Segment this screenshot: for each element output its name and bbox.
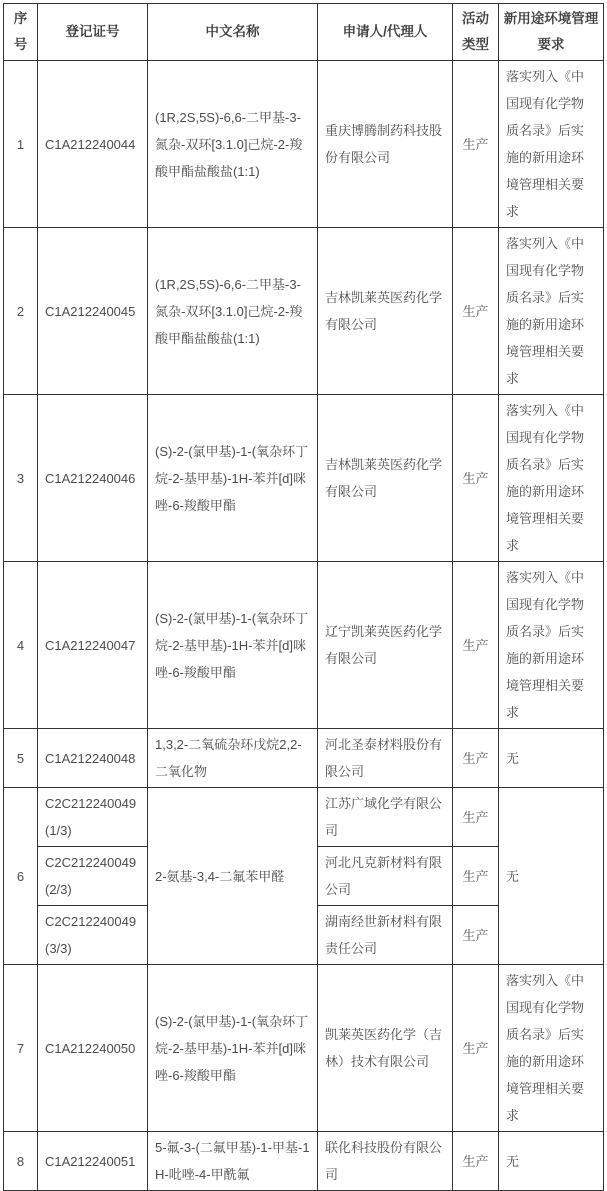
cell-name: (S)-2-(氯甲基)-1-(氧杂环丁烷-2-基甲基)-1H-苯并[d]咪唑-6-羧酸甲酯 [148,562,318,729]
cell-activity: 生产 [453,729,499,788]
cell-no: 4 [4,562,38,729]
table-row-4 [4,562,604,729]
cell-cert: C2C212240049(1/3) [38,788,148,847]
cell-requirement: 落实列入《中国现有化学物质名录》后实施的新用途环境管理相关要求 [499,395,604,562]
table-row-7 [4,965,604,1132]
cell-applicant: 凯莱英医药化学（吉林）技术有限公司 [318,965,453,1132]
table-row-1 [4,61,604,228]
cell-name: 1,3,2-二氧硫杂环戊烷2,2-二氧化物 [148,729,318,788]
cell-name: (1R,2S,5S)-6,6-二甲基-3-氮杂-双环[3.1.0]己烷-2-羧酸甲酯盐酸盐(1:1) [148,61,318,228]
cell-activity: 生产 [453,788,499,847]
cell-applicant: 重庆博腾制药科技股份有限公司 [318,61,453,228]
cell-applicant: 吉林凯莱英医药化学有限公司 [318,395,453,562]
cell-applicant: 辽宁凯莱英医药化学有限公司 [318,562,453,729]
cell-cert: C1A212240047 [38,562,148,729]
cell-cert: C1A212240048 [38,729,148,788]
cell-requirement: 无 [499,1132,604,1191]
cell-applicant: 吉林凯莱英医药化学有限公司 [318,228,453,395]
col-header-activity: 活动类型 [453,4,499,61]
cell-requirement: 落实列入《中国现有化学物质名录》后实施的新用途环境管理相关要求 [499,562,604,729]
cell-activity: 生产 [453,906,499,965]
cell-activity: 生产 [453,847,499,906]
table-row-8 [4,1132,604,1191]
cell-name: 2-氨基-3,4-二氟苯甲醛 [148,788,318,965]
table-row-5 [4,729,604,788]
cell-requirement: 无 [499,788,604,965]
table-row-2 [4,228,604,395]
cell-applicant: 河北凡克新材料有限公司 [318,847,453,906]
col-header-requirement: 新用途环境管理要求 [499,4,604,61]
col-header-name: 中文名称 [148,4,318,61]
cell-no: 2 [4,228,38,395]
cell-activity: 生产 [453,61,499,228]
cell-requirement: 落实列入《中国现有化学物质名录》后实施的新用途环境管理相关要求 [499,965,604,1132]
cell-requirement: 无 [499,729,604,788]
registration-table [3,3,604,1191]
cell-applicant: 湖南经世新材料有限责任公司 [318,906,453,965]
cell-no: 5 [4,729,38,788]
cell-cert: C2C212240049(3/3) [38,906,148,965]
table-row-3 [4,395,604,562]
cell-no: 7 [4,965,38,1132]
table-row-6-sub-1 [4,788,604,847]
header-row [4,4,604,61]
cell-name: (1R,2S,5S)-6,6-二甲基-3-氮杂-双环[3.1.0]己烷-2-羧酸甲酯盐酸盐(1:1) [148,228,318,395]
cell-requirement: 落实列入《中国现有化学物质名录》后实施的新用途环境管理相关要求 [499,61,604,228]
cell-no: 1 [4,61,38,228]
col-header-no: 序号 [4,4,38,61]
cell-name: 5-氟-3-(二氟甲基)-1-甲基-1H-吡唑-4-甲酰氟 [148,1132,318,1191]
cell-cert: C1A212240046 [38,395,148,562]
col-header-cert: 登记证号 [38,4,148,61]
cell-cert: C1A212240044 [38,61,148,228]
cell-requirement: 落实列入《中国现有化学物质名录》后实施的新用途环境管理相关要求 [499,228,604,395]
cell-cert: C1A212240051 [38,1132,148,1191]
cell-applicant: 河北圣泰材料股份有限公司 [318,729,453,788]
cell-activity: 生产 [453,965,499,1132]
cell-activity: 生产 [453,1132,499,1191]
cell-activity: 生产 [453,562,499,729]
cell-cert: C1A212240045 [38,228,148,395]
cell-activity: 生产 [453,228,499,395]
cell-activity: 生产 [453,395,499,562]
cell-no: 3 [4,395,38,562]
cell-no: 6 [4,788,38,965]
cell-applicant: 联化科技股份有限公司 [318,1132,453,1191]
cell-applicant: 江苏广域化学有限公司 [318,788,453,847]
col-header-applicant: 申请人/代理人 [318,4,453,61]
cell-name: (S)-2-(氯甲基)-1-(氧杂环丁烷-2-基甲基)-1H-苯并[d]咪唑-6-羧酸甲酯 [148,965,318,1132]
cell-name: (S)-2-(氯甲基)-1-(氧杂环丁烷-2-基甲基)-1H-苯并[d]咪唑-6-羧酸甲酯 [148,395,318,562]
cell-cert: C2C212240049(2/3) [38,847,148,906]
cell-cert: C1A212240050 [38,965,148,1132]
cell-no: 8 [4,1132,38,1191]
